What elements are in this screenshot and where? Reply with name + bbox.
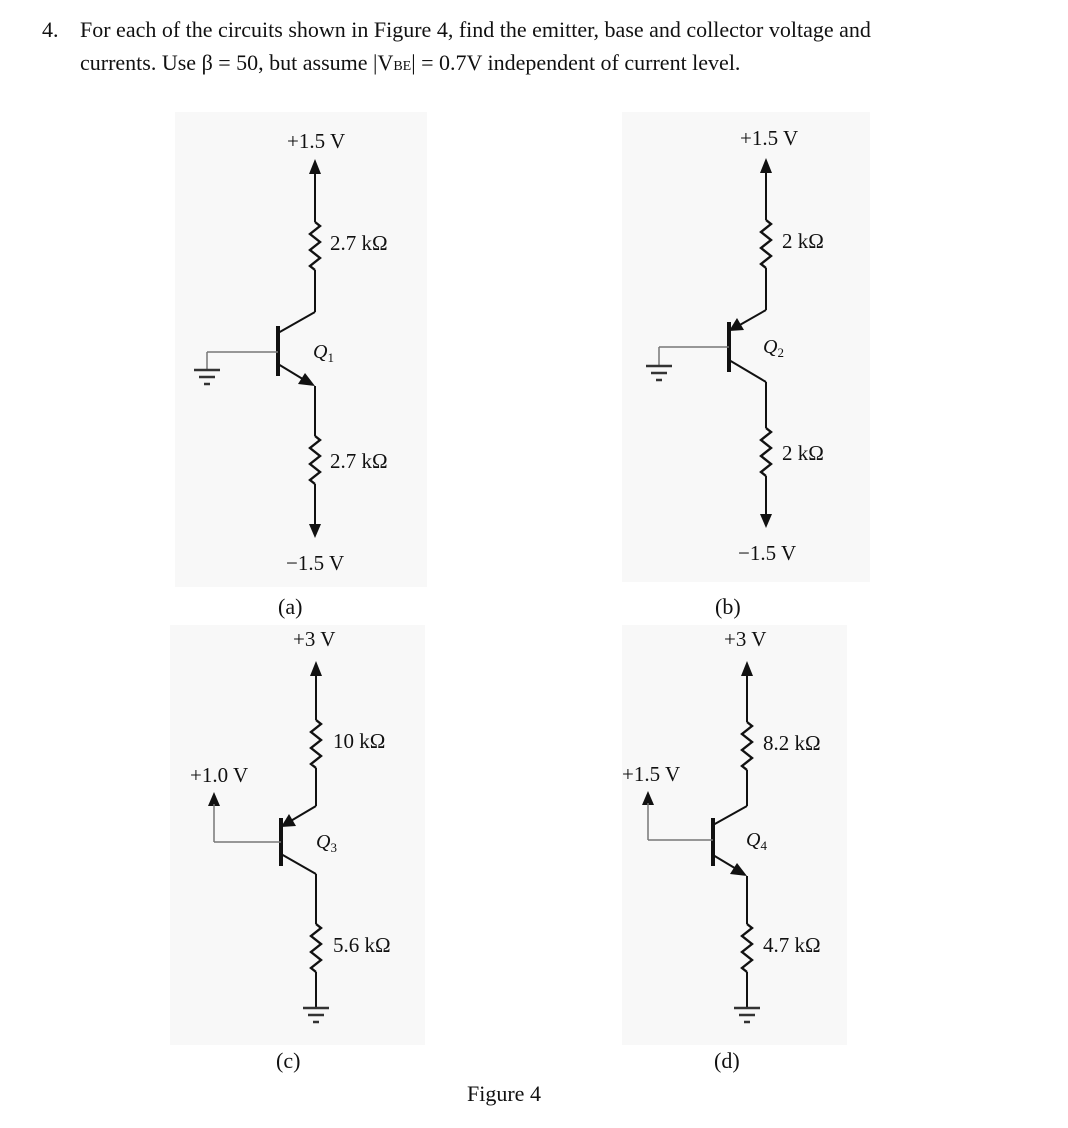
circuit-b-top-resistor [761,220,771,268]
circuit-a [194,129,388,619]
circuit-c [190,627,391,1073]
circuit-c-base-supply-arrow [208,792,220,806]
circuit-a-bottom-resistor-label: 2.7 kΩ [330,449,388,473]
circuit-c-emitter-arrow [281,814,296,827]
circuit-c-bottom-resistor-label: 5.6 kΩ [333,933,391,957]
circuit-c-ground-icon [303,1008,329,1022]
question-number: 4. [42,17,59,42]
circuit-c-top-resistor [311,720,321,768]
circuit-b-top-resistor-label: 2 kΩ [782,229,824,253]
question-text-line1: For each of the circuits shown in Figure 4, find the emitter, base and collector voltage and [80,17,871,42]
circuit-b-collector-lead [729,360,766,382]
circuit-a-top-supply: +1.5 V [287,129,346,153]
circuit-a-bottom-supply: −1.5 V [286,551,345,575]
circuit-b-transistor-label: $Q_2$ [763,336,784,360]
circuit-b-neg-arrow [760,514,772,528]
circuit-a-caption: (a) [278,594,303,619]
circuit-d-collector-lead [713,806,747,825]
circuit-c-emitter-lead [289,806,316,822]
circuit-d-supply-arrow [741,661,753,676]
circuit-c-collector-lead [281,854,316,874]
circuit-d [622,627,821,1073]
circuit-b-supply-arrow [760,158,772,173]
circuit-c-top-resistor-label: 10 kΩ [333,729,386,753]
circuit-a-collector-lead [278,312,315,333]
circuit-b-bottom-resistor-label: 2 kΩ [782,441,824,465]
circuit-c-top-supply: +3 V [293,627,336,651]
circuit-b-caption: (b) [715,594,741,619]
circuit-a-neg-arrow [309,524,321,538]
circuit-a-ground-icon [194,370,220,384]
circuit-d-emitter-arrow [730,863,747,876]
circuit-c-caption: (c) [276,1048,301,1073]
circuit-b-top-supply: +1.5 V [740,126,799,150]
circuit-d-top-resistor [742,722,752,770]
circuit-c-transistor-label: $Q_3$ [316,831,337,855]
circuit-d-bottom-resistor-label: 4.7 kΩ [763,933,821,957]
circuit-b [646,126,824,619]
circuit-a-top-resistor-label: 2.7 kΩ [330,231,388,255]
circuit-b-ground-icon [646,366,672,380]
circuit-d-top-supply: +3 V [724,627,767,651]
circuit-c-base-supply: +1.0 V [190,763,249,787]
circuit-d-ground-icon [734,1008,760,1022]
circuit-d-bottom-resistor [742,924,752,972]
circuit-a-emitter-arrow [298,373,315,386]
circuit-b-bottom-supply: −1.5 V [738,541,797,565]
circuit-b-emitter-lead [738,310,766,326]
circuit-c-bottom-resistor [311,924,321,972]
circuit-a-supply-arrow [309,159,321,174]
circuit-a-top-resistor [310,222,320,270]
circuit-c-supply-arrow [310,661,322,676]
circuit-b-bottom-resistor [761,428,771,476]
circuit-a-transistor-label: $Q_1$ [313,341,334,365]
circuit-a-bottom-resistor [310,436,320,484]
circuit-d-caption: (d) [714,1048,740,1073]
circuit-d-top-resistor-label: 8.2 kΩ [763,731,821,755]
circuit-d-base-supply-arrow [642,791,654,805]
question-text-line2: currents. Use β = 50, but assume |VBE| = 0.7V independent of current level. [80,50,741,75]
circuit-d-transistor-label: $Q_4$ [746,829,767,853]
figure-caption: Figure 4 [467,1081,541,1106]
circuit-d-base-supply: +1.5 V [622,762,681,786]
